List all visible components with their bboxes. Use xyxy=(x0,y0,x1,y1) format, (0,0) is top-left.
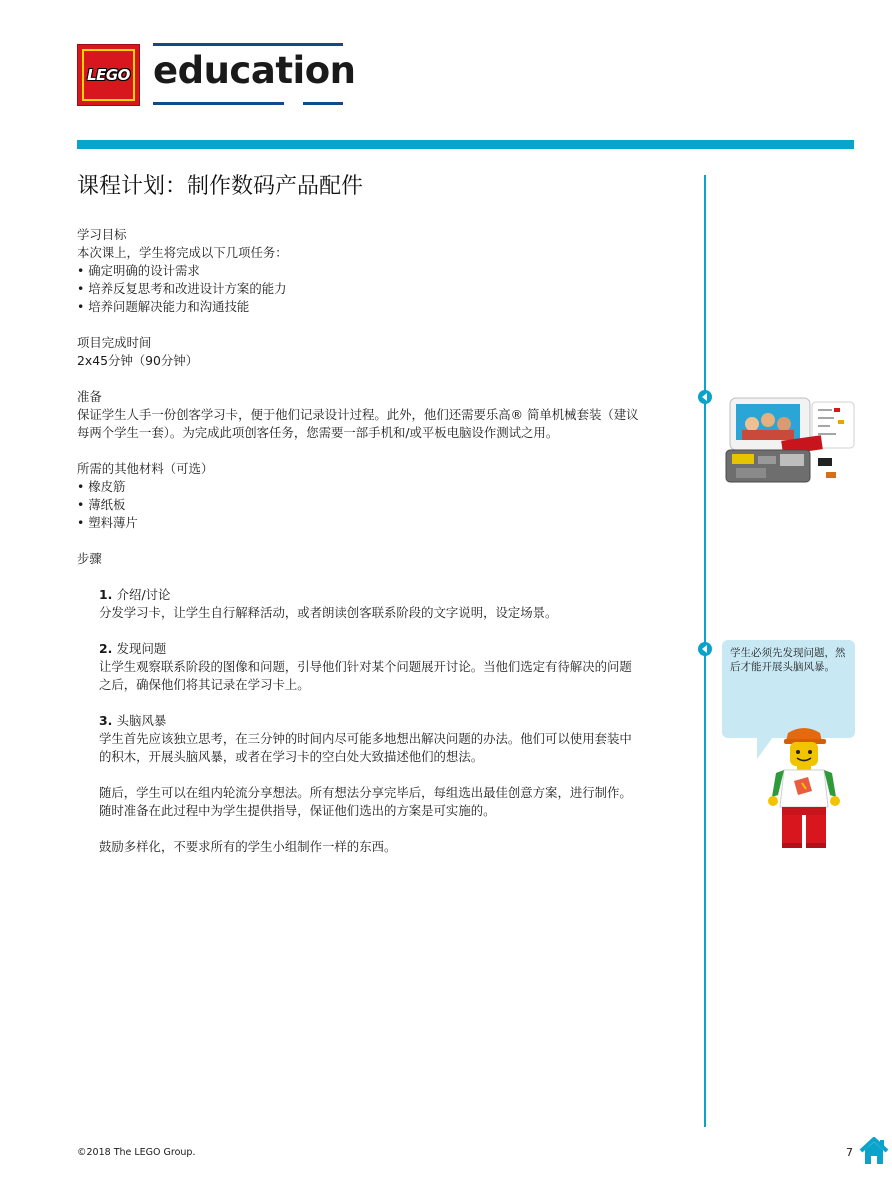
prep-text-line: 每两个学生一套）。为完成此项创客任务，您需要一部手机和/或平板电脑设作测试之用。 xyxy=(77,425,559,440)
brand-rule-bottom-left xyxy=(153,102,284,105)
step-number: 3. xyxy=(99,713,113,728)
page-number: 7 xyxy=(846,1146,853,1159)
followup-text-line: 随时准备在此过程中为学生提供指导，保证他们选出的方案是可实施的。 xyxy=(99,803,496,818)
objective-item: • 确定明确的设计需求 xyxy=(77,262,689,280)
lego-logo xyxy=(77,44,140,106)
step-number: 1. xyxy=(99,587,113,602)
material-item: • 薄纸板 xyxy=(77,496,689,514)
lesson-content xyxy=(77,226,689,856)
copyright: ©2018 The LEGO Group. xyxy=(77,1147,196,1158)
prep-heading: 准备 xyxy=(77,389,102,404)
step-text-line: 分发学习卡，让学生自行解释活动，或者朗读创客联系阶段的文字说明，设定场景。 xyxy=(99,605,558,620)
header-accent-bar xyxy=(77,140,854,149)
step-3 xyxy=(77,712,689,856)
lego-minifigure-image xyxy=(764,725,844,850)
simple-machines-kit-image xyxy=(722,390,857,490)
page-title: 课程计划：制作数码产品配件 xyxy=(77,174,364,199)
marker-arrow-icon xyxy=(698,390,712,404)
brand-word: education xyxy=(153,49,356,92)
brand-rule-top xyxy=(153,43,343,46)
material-item: • 橡皮筋 xyxy=(77,478,689,496)
duration-value: 2x45分钟（90分钟） xyxy=(77,353,199,368)
followup-text-line: 随后，学生可以在组内轮流分享想法。所有想法分享完毕后，每组选出最佳创意方案，进行制作。 xyxy=(99,785,632,800)
step-text-line: 学生首先应该独立思考，在三分钟的时间内尽可能多地想出解决问题的办法。他们可以使用套装中 xyxy=(99,731,632,746)
tip-speech-bubble: 学生必须先发现问题，然后才能开展头脑风暴。 xyxy=(722,640,855,738)
home-icon[interactable] xyxy=(858,1136,890,1166)
step-1 xyxy=(77,586,689,622)
material-item: • 塑料薄片 xyxy=(77,514,689,532)
diversity-note: 鼓励多样化，不要求所有的学生小组制作一样的东西。 xyxy=(99,839,397,854)
step-2 xyxy=(77,640,689,694)
steps-heading: 步骤 xyxy=(77,551,102,566)
materials-heading: 所需的其他材料（可选） xyxy=(77,461,214,476)
step-number: 2. xyxy=(99,641,113,656)
duration-heading: 项目完成时间 xyxy=(77,335,152,350)
brand-rule-bottom-right xyxy=(303,102,343,105)
marker-arrow-icon xyxy=(698,642,712,656)
step-text-line: 让学生观察联系阶段的图像和问题，引导他们针对某个问题展开讨论。当他们选定有待解决的问题 xyxy=(99,659,632,674)
objective-item: • 培养问题解决能力和沟通技能 xyxy=(77,298,689,316)
objectives-heading: 学习目标 xyxy=(77,227,127,242)
prep-text-line: 保证学生人手一份创客学习卡，便于他们记录设计过程。此外，他们还需要乐高® 简单机械套装（建议 xyxy=(77,407,639,422)
step-name: 发现问题 xyxy=(116,641,167,656)
objectives-intro: 本次课上，学生将完成以下几项任务： xyxy=(77,245,288,260)
step-text-line: 之后，确保他们将其记录在学习卡上。 xyxy=(99,677,310,692)
step-text-line: 的积木，开展头脑风暴，或者在学习卡的空白处大致描述他们的想法。 xyxy=(99,749,484,764)
lego-logo-text: LEGO xyxy=(82,49,135,101)
step-name: 介绍/讨论 xyxy=(116,587,171,602)
objective-item: • 培养反复思考和改进设计方案的能力 xyxy=(77,280,689,298)
step-name: 头脑风暴 xyxy=(116,713,167,728)
